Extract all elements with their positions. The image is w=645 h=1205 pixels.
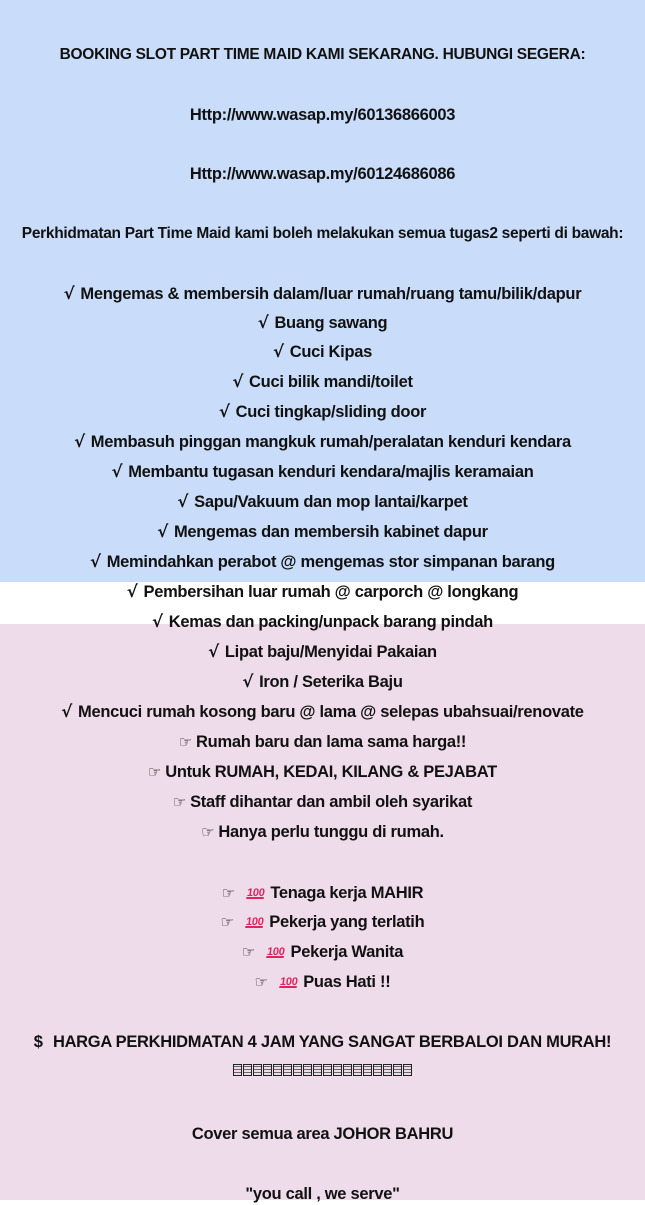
check-icon: √ <box>242 672 254 691</box>
slogan-text: "you call , we serve" <box>245 1185 400 1203</box>
missing-glyph-icon <box>373 1064 382 1076</box>
missing-glyph-icon <box>363 1064 372 1076</box>
quality-item <box>0 971 645 993</box>
task-item <box>0 611 645 633</box>
task-label: Sapu/Vakuum dan mop lantai/karpet <box>194 493 468 511</box>
pointing-hand-icon: ☞ <box>178 733 193 751</box>
task-item <box>0 641 645 663</box>
quality-item <box>0 882 645 904</box>
hundred-points-icon: 100 <box>244 916 265 928</box>
pointing-hand-icon: ☞ <box>221 884 235 902</box>
services-intro: Perkhidmatan Part Time Maid kami boleh melakukan semua tugas2 seperti di bawah: <box>21 225 624 242</box>
note-item <box>0 821 645 843</box>
task-label: Membantu tugasan kenduri kendara/majlis keramaian <box>128 463 534 481</box>
check-icon: √ <box>61 702 73 721</box>
note-label: Rumah baru dan lama sama harga!! <box>196 733 467 751</box>
task-label: Cuci tingkap/sliding door <box>235 403 427 421</box>
price-text: HARGA PERKHIDMATAN 4 JAM YANG SANGAT BERBALOI DAN MURAH! <box>52 1033 612 1051</box>
task-item <box>0 461 645 483</box>
hundred-points-icon: 100 <box>266 946 286 958</box>
missing-glyph-icon <box>393 1064 402 1076</box>
task-item <box>0 312 645 334</box>
task-item <box>0 491 645 513</box>
check-icon: √ <box>74 432 85 451</box>
check-icon: √ <box>177 492 189 511</box>
missing-glyph-icon <box>323 1064 332 1076</box>
task-label: Pembersihan luar rumah @ carporch @ longkang <box>143 583 519 601</box>
check-icon: √ <box>208 642 219 661</box>
check-icon: √ <box>126 582 138 601</box>
dollar-icon: $ <box>33 1033 43 1051</box>
task-item <box>0 431 645 453</box>
coverage-text: Cover semua area JOHOR BAHRU <box>191 1125 454 1143</box>
task-label: Kemas dan packing/unpack barang pindah <box>168 613 493 631</box>
missing-glyph-icon <box>253 1064 262 1076</box>
note-item <box>0 761 645 783</box>
missing-glyph-icon <box>273 1064 282 1076</box>
missing-glyph-icon <box>233 1064 242 1076</box>
missing-glyph-icon <box>263 1064 272 1076</box>
pointing-hand-icon: ☞ <box>241 943 256 961</box>
quality-label: Pekerja Wanita <box>290 943 404 961</box>
hundred-points-icon: 100 <box>246 887 266 899</box>
quality-label: Pekerja yang terlatih <box>269 913 425 931</box>
task-label: Cuci bilik mandi/toilet <box>249 373 413 391</box>
note-label: Untuk RUMAH, KEDAI, KILANG & PEJABAT <box>165 763 497 781</box>
task-item <box>0 341 645 363</box>
task-label: Buang sawang <box>274 314 388 332</box>
check-icon: √ <box>218 402 230 421</box>
price-line <box>0 1031 645 1053</box>
quality-label: Puas Hati !! <box>303 973 391 991</box>
quality-label: Tenaga kerja MAHIR <box>270 884 424 902</box>
placeholder-glyphs <box>0 1061 645 1077</box>
task-item <box>0 521 645 543</box>
booking-heading: BOOKING SLOT PART TIME MAID KAMI SEKARANG. HUBUNGI SEGERA: <box>59 46 586 63</box>
missing-glyph-icon <box>303 1064 312 1076</box>
pointing-hand-icon: ☞ <box>220 913 234 931</box>
quality-item <box>0 941 645 963</box>
task-item <box>0 701 645 723</box>
whatsapp-link-2[interactable]: Http://www.wasap.my/60124686086 <box>189 165 456 183</box>
pointing-hand-icon: ☞ <box>172 793 187 811</box>
check-icon: √ <box>152 612 163 631</box>
check-icon: √ <box>90 552 101 571</box>
check-icon: √ <box>257 313 269 332</box>
task-label: Mengemas & membersih dalam/luar rumah/ruang tamu/bilik/dapur <box>80 285 582 303</box>
note-label: Hanya perlu tunggu di rumah. <box>218 823 444 841</box>
missing-glyph-icon <box>243 1064 252 1076</box>
check-icon: √ <box>232 372 244 391</box>
pointing-hand-icon: ☞ <box>148 763 162 781</box>
check-icon: √ <box>63 284 75 303</box>
task-item <box>0 671 645 693</box>
task-item <box>0 581 645 603</box>
task-item <box>0 283 645 305</box>
whatsapp-link-1[interactable]: Http://www.wasap.my/60136866003 <box>189 106 456 124</box>
note-label: Staff dihantar dan ambil oleh syarikat <box>190 793 473 811</box>
missing-glyph-icon <box>293 1064 302 1076</box>
missing-glyph-icon <box>383 1064 392 1076</box>
missing-glyph-icon <box>283 1064 292 1076</box>
missing-glyph-icon <box>343 1064 352 1076</box>
task-item <box>0 551 645 573</box>
check-icon: √ <box>273 342 284 361</box>
missing-glyph-icon <box>403 1064 412 1076</box>
note-item <box>0 791 645 813</box>
hundred-points-icon: 100 <box>278 976 299 988</box>
task-label: Iron / Seterika Baju <box>259 673 403 691</box>
task-label: Membasuh pinggan mangkuk rumah/peralatan kenduri kendara <box>90 433 571 451</box>
task-label: Memindahkan perabot @ mengemas stor simpanan barang <box>106 553 555 571</box>
task-label: Cuci Kipas <box>289 343 372 361</box>
task-item <box>0 371 645 393</box>
missing-glyph-icon <box>333 1064 342 1076</box>
task-label: Mengemas dan membersih kabinet dapur <box>173 523 488 541</box>
check-icon: √ <box>157 522 168 541</box>
task-item <box>0 401 645 423</box>
missing-glyph-icon <box>313 1064 322 1076</box>
check-icon: √ <box>111 462 123 481</box>
quality-item <box>0 911 645 933</box>
missing-glyph-icon <box>353 1064 362 1076</box>
note-item <box>0 731 645 753</box>
pointing-hand-icon: ☞ <box>254 973 268 991</box>
task-label: Lipat baju/Menyidai Pakaian <box>224 643 437 661</box>
pointing-hand-icon: ☞ <box>201 823 215 841</box>
task-label: Mencuci rumah kosong baru @ lama @ selepas ubahsuai/renovate <box>78 703 584 721</box>
